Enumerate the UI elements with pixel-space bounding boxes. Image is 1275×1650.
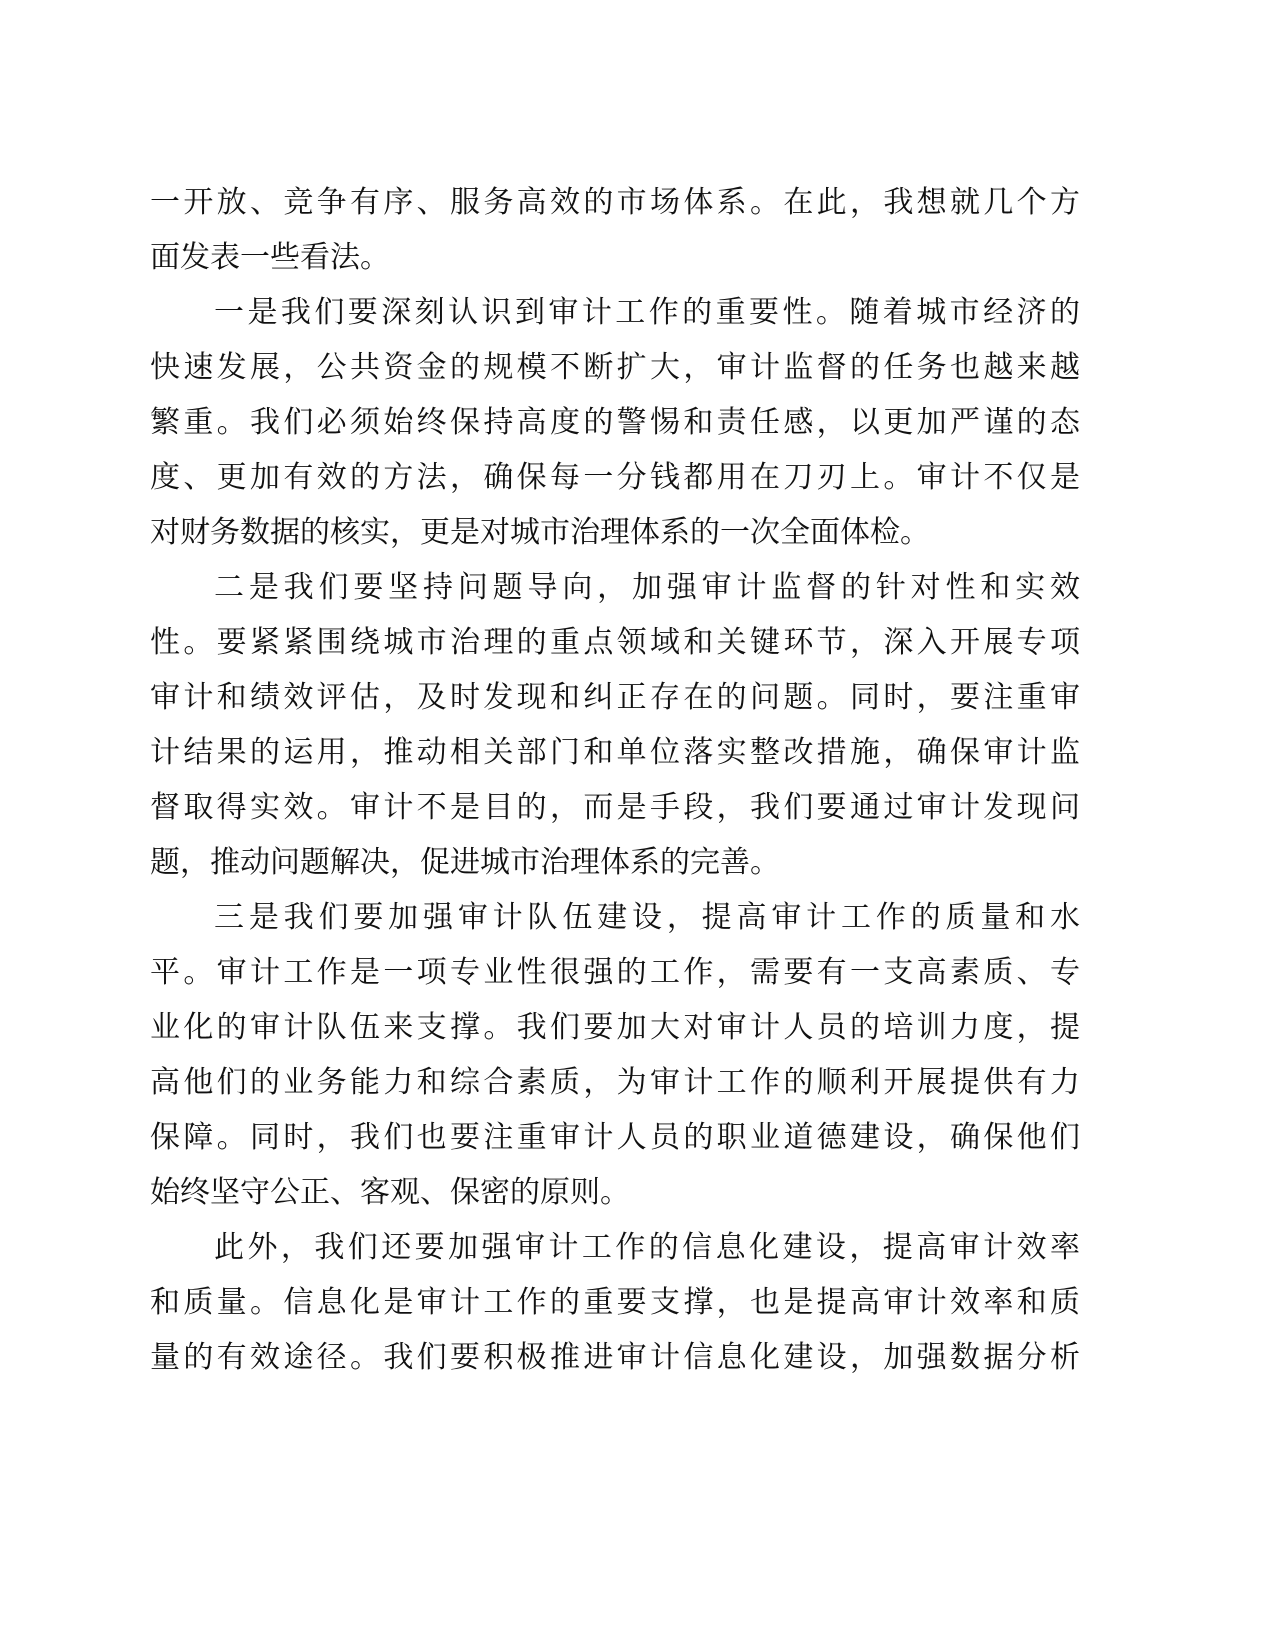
text-line: 此外，我们还要加强审计工作的信息化建设，提高审计效率 <box>214 1230 1080 1265</box>
text-line: 一是我们要深刻认识到审计工作的重要性。随着城市经济的 <box>214 295 1080 330</box>
text-line: 性。要紧紧围绕城市治理的重点领域和关键环节，深入开展专项 <box>150 625 1080 660</box>
text-line: 度、更加有效的方法，确保每一分钱都用在刀刃上。审计不仅是 <box>150 460 1080 495</box>
text-line: 始终坚守公正、客观、保密的原则。 <box>150 1175 630 1210</box>
text-line: 和质量。信息化是审计工作的重要支撑，也是提高审计效率和质 <box>150 1285 1080 1320</box>
text-line: 业化的审计队伍来支撑。我们要加大对审计人员的培训力度，提 <box>150 1010 1080 1045</box>
text-line: 繁重。我们必须始终保持高度的警惕和责任感，以更加严谨的态 <box>150 405 1080 440</box>
text-line: 审计和绩效评估，及时发现和纠正存在的问题。同时，要注重审 <box>150 680 1080 715</box>
text-line: 督取得实效。审计不是目的，而是手段，我们要通过审计发现问 <box>150 790 1080 825</box>
text-line: 计结果的运用，推动相关部门和单位落实整改措施，确保审计监 <box>150 735 1080 770</box>
text-line: 对财务数据的核实，更是对城市治理体系的一次全面体检。 <box>150 515 930 550</box>
text-line: 保障。同时，我们也要注重审计人员的职业道德建设，确保他们 <box>150 1120 1080 1155</box>
text-line: 三是我们要加强审计队伍建设，提高审计工作的质量和水 <box>214 900 1080 935</box>
text-line: 量的有效途径。我们要积极推进审计信息化建设，加强数据分析 <box>150 1340 1080 1375</box>
text-line: 二是我们要坚持问题导向，加强审计监督的针对性和实效 <box>214 570 1080 605</box>
text-line: 快速发展，公共资金的规模不断扩大，审计监督的任务也越来越 <box>150 350 1080 385</box>
document-body <box>150 175 1080 1385</box>
text-line: 一开放、竞争有序、服务高效的市场体系。在此，我想就几个方 <box>150 185 1080 220</box>
text-line: 面发表一些看法。 <box>150 240 390 275</box>
text-line: 题，推动问题解决，促进城市治理体系的完善。 <box>150 845 780 880</box>
text-line: 平。审计工作是一项专业性很强的工作，需要有一支高素质、专 <box>150 955 1080 990</box>
text-line: 高他们的业务能力和综合素质，为审计工作的顺利开展提供有力 <box>150 1065 1080 1100</box>
